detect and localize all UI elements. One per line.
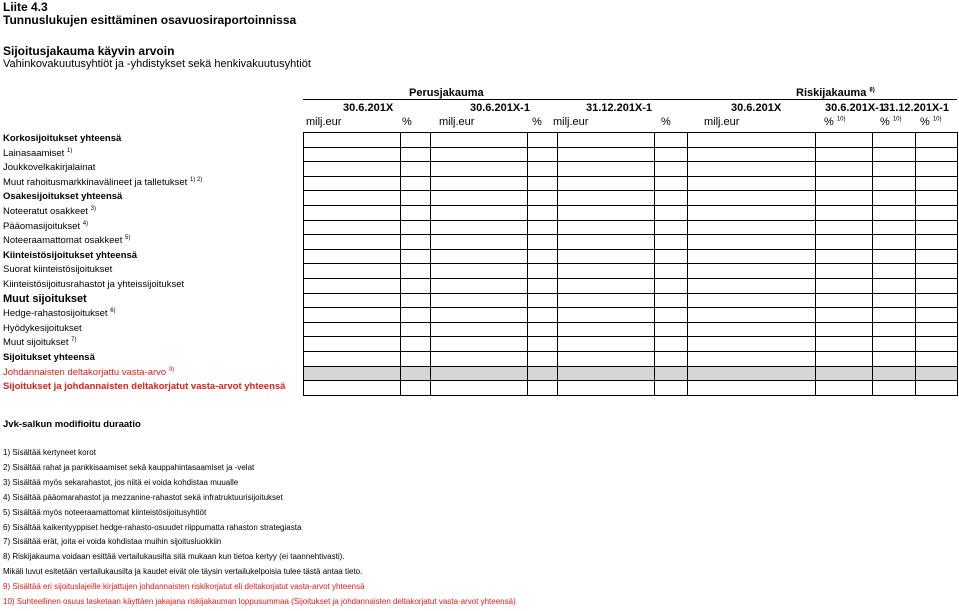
table-cell[interactable] xyxy=(527,263,558,279)
row-label: Hedge-rahastosijoitukset $^{6)}$ xyxy=(3,308,116,320)
table-cell[interactable] xyxy=(527,336,558,352)
table-cell[interactable] xyxy=(687,336,816,352)
table-cell[interactable] xyxy=(400,220,431,236)
table-cell[interactable] xyxy=(815,249,873,265)
table-cell[interactable] xyxy=(430,322,528,338)
table-cell[interactable] xyxy=(527,220,558,236)
table-cell[interactable] xyxy=(430,190,528,206)
table-cell[interactable] xyxy=(915,293,958,309)
table-cell[interactable] xyxy=(557,380,655,396)
attachment-label: Liite 4.3 xyxy=(3,0,48,14)
table-cell[interactable] xyxy=(915,147,958,163)
table-cell[interactable] xyxy=(303,366,401,382)
table-cell[interactable] xyxy=(687,176,816,192)
footnote: 5) Sisältää myös noteeraamattomat kiinteistösijoitusyhtiöt xyxy=(3,507,207,517)
table-cell[interactable] xyxy=(654,366,688,382)
table-cell[interactable] xyxy=(400,307,431,323)
table-cell[interactable] xyxy=(303,234,401,250)
table-cell[interactable] xyxy=(687,205,816,221)
table-cell[interactable] xyxy=(815,366,873,382)
table-cell[interactable] xyxy=(557,336,655,352)
table-cell[interactable] xyxy=(872,366,916,382)
table-cell[interactable] xyxy=(815,176,873,192)
table-cell[interactable] xyxy=(527,366,558,382)
date-header: 30.6.201X xyxy=(731,102,782,114)
table-cell[interactable] xyxy=(815,190,873,206)
table-cell[interactable] xyxy=(872,190,916,206)
table-cell[interactable] xyxy=(872,249,916,265)
table-cell[interactable] xyxy=(430,249,528,265)
table-cell[interactable] xyxy=(815,220,873,236)
table-cell[interactable] xyxy=(303,220,401,236)
table-cell[interactable] xyxy=(915,190,958,206)
unit-header: milj.eur xyxy=(704,116,740,128)
table-cell[interactable] xyxy=(815,161,873,177)
table-cell[interactable] xyxy=(527,380,558,396)
table-cell[interactable] xyxy=(400,336,431,352)
table-cell[interactable] xyxy=(303,132,401,148)
table-cell[interactable] xyxy=(815,380,873,396)
table-cell[interactable] xyxy=(872,234,916,250)
unit-header: % $^{10)}$ xyxy=(920,116,942,128)
footnote: 7) Sisältää erät, joita ei voida kohdistaa muihin sijoitusluokkiin xyxy=(3,537,222,547)
date-header: 31.12.201X-1 xyxy=(883,102,950,114)
row-label: Muut sijoitukset xyxy=(3,292,87,305)
table-cell[interactable] xyxy=(557,263,655,279)
table-cell[interactable] xyxy=(654,161,688,177)
table-cell[interactable] xyxy=(430,161,528,177)
table-cell[interactable] xyxy=(303,263,401,279)
table-cell[interactable] xyxy=(557,147,655,163)
footnote: 8) Riskijakauma voidaan esittää vertailukausilta sitä mukaan kun tietoa kertyy (ei taannehtivasti). xyxy=(3,552,345,562)
row-label: Noteeraamattomat osakkeet $^{5)}$ xyxy=(3,235,131,247)
table-cell[interactable] xyxy=(400,322,431,338)
table-cell[interactable] xyxy=(557,293,655,309)
table-cell[interactable] xyxy=(303,249,401,265)
table-cell[interactable] xyxy=(527,147,558,163)
table-cell[interactable] xyxy=(557,307,655,323)
table-cell[interactable] xyxy=(915,351,958,367)
table-cell[interactable] xyxy=(400,249,431,265)
table-cell[interactable] xyxy=(815,336,873,352)
table-cell[interactable] xyxy=(654,336,688,352)
footnote: 3) Sisältää myös sekarahastot, jos niitä ei voida kohdistaa muualle xyxy=(3,477,239,487)
table-cell[interactable] xyxy=(303,293,401,309)
unit-header: % $^{10)}$ xyxy=(824,116,846,128)
table-cell[interactable] xyxy=(815,351,873,367)
table-cell[interactable] xyxy=(915,234,958,250)
table-cell[interactable] xyxy=(815,147,873,163)
date-header: 30.6.201X-1 xyxy=(825,102,885,114)
footnote: 2) Sisältää rahat ja pankkisaamiset sekä kauppahintasaamiset ja -velat xyxy=(3,462,255,472)
table-cell[interactable] xyxy=(430,234,528,250)
footnote: 6) Sisältää kaikentyyppiset hedge-rahasto-osuudet riippumatta rahaston strategiasta xyxy=(3,522,302,532)
table-cell[interactable] xyxy=(687,366,816,382)
row-label: Lainasaamiset $^{1)}$ xyxy=(3,147,73,159)
table-cell[interactable] xyxy=(815,307,873,323)
table-cell[interactable] xyxy=(557,205,655,221)
table-cell[interactable] xyxy=(557,322,655,338)
table-cell[interactable] xyxy=(400,190,431,206)
unit-header: % xyxy=(402,116,412,128)
table-cell[interactable] xyxy=(654,249,688,265)
table-cell[interactable] xyxy=(430,366,528,382)
row-label: Noteeratut osakkeet $^{3)}$ xyxy=(3,205,97,217)
table-cell[interactable] xyxy=(654,263,688,279)
table-cell[interactable] xyxy=(654,205,688,221)
table-cell[interactable] xyxy=(654,293,688,309)
table-cell[interactable] xyxy=(303,278,401,294)
section-title: Sijoitusjakauma käyvin arvoin xyxy=(3,44,175,58)
table-cell[interactable] xyxy=(303,190,401,206)
table-cell[interactable] xyxy=(400,234,431,250)
table-cell[interactable] xyxy=(303,336,401,352)
table-cell[interactable] xyxy=(430,263,528,279)
table-cell[interactable] xyxy=(400,380,431,396)
footnote: 4) Sisältää pääomarahastot ja mezzanine-rahastot sekä infratruktuurisijoitukset xyxy=(3,492,283,502)
table-cell[interactable] xyxy=(654,190,688,206)
unit-header: % $^{10)}$ xyxy=(880,116,902,128)
row-label: Kiinteistösijoitukset yhteensä xyxy=(3,249,138,261)
table-cell[interactable] xyxy=(872,220,916,236)
table-cell[interactable] xyxy=(303,380,401,396)
table-cell[interactable] xyxy=(527,293,558,309)
table-cell[interactable] xyxy=(815,278,873,294)
table-cell[interactable] xyxy=(654,278,688,294)
table-cell[interactable] xyxy=(915,205,958,221)
table-cell[interactable] xyxy=(430,132,528,148)
table-cell[interactable] xyxy=(430,336,528,352)
table-cell[interactable] xyxy=(687,293,816,309)
table-cell[interactable] xyxy=(527,161,558,177)
table-cell[interactable] xyxy=(400,293,431,309)
table-cell[interactable] xyxy=(527,176,558,192)
table-cell[interactable] xyxy=(303,176,401,192)
table-cell[interactable] xyxy=(400,161,431,177)
table-cell[interactable] xyxy=(557,176,655,192)
table-cell[interactable] xyxy=(557,351,655,367)
table-cell[interactable] xyxy=(654,351,688,367)
table-cell[interactable] xyxy=(687,322,816,338)
table-cell[interactable] xyxy=(430,351,528,367)
row-label: Osakesijoitukset yhteensä xyxy=(3,191,123,203)
table-cell[interactable] xyxy=(527,307,558,323)
table-cell[interactable] xyxy=(815,205,873,221)
table-cell[interactable] xyxy=(872,351,916,367)
table-cell[interactable] xyxy=(430,293,528,309)
row-label: Johdannaisten deltakorjattu vasta-arvo $^{9)}$ xyxy=(3,366,175,378)
table-cell[interactable] xyxy=(872,322,916,338)
header-divider xyxy=(303,99,957,100)
table-cell[interactable] xyxy=(400,263,431,279)
table-cell[interactable] xyxy=(687,307,816,323)
table-cell[interactable] xyxy=(303,161,401,177)
table-cell[interactable] xyxy=(872,278,916,294)
table-cell[interactable] xyxy=(430,307,528,323)
table-cell[interactable] xyxy=(915,336,958,352)
table-cell[interactable] xyxy=(815,234,873,250)
table-cell[interactable] xyxy=(915,263,958,279)
unit-header: % xyxy=(532,116,542,128)
table-cell[interactable] xyxy=(687,161,816,177)
table-cell[interactable] xyxy=(654,132,688,148)
table-cell[interactable] xyxy=(654,220,688,236)
table-cell[interactable] xyxy=(527,234,558,250)
table-cell[interactable] xyxy=(687,132,816,148)
date-header: 30.6.201X xyxy=(343,102,394,114)
table-cell[interactable] xyxy=(687,351,816,367)
table-cell[interactable] xyxy=(815,322,873,338)
table-cell[interactable] xyxy=(872,147,916,163)
table-cell[interactable] xyxy=(872,176,916,192)
row-label: Muut sijoitukset $^{7)}$ xyxy=(3,337,77,349)
table-cell[interactable] xyxy=(400,351,431,367)
footnote: 10) Suhteellinen osuus lasketaan käyttäen jakajana riskijakauman loppusummaa (Sijoitukset ja johdannaisten deltakorjatut vasta-arvot yhteensä) xyxy=(3,597,516,606)
table-cell[interactable] xyxy=(654,176,688,192)
row-label: Pääomasijoitukset $^{4)}$ xyxy=(3,220,89,232)
table-cell[interactable] xyxy=(915,132,958,148)
table-cell[interactable] xyxy=(527,190,558,206)
table-cell[interactable] xyxy=(654,322,688,338)
row-label: Korkosijoitukset yhteensä xyxy=(3,133,122,144)
table-cell[interactable] xyxy=(430,147,528,163)
table-cell[interactable] xyxy=(303,147,401,163)
table-cell[interactable] xyxy=(654,234,688,250)
unit-header: milj.eur xyxy=(553,116,589,128)
group-header-risk: Riskijakauma $^{8)}$ xyxy=(796,87,875,99)
table-cell[interactable] xyxy=(430,205,528,221)
table-cell[interactable] xyxy=(915,278,958,294)
table-cell[interactable] xyxy=(872,336,916,352)
table-cell[interactable] xyxy=(872,293,916,309)
section-subtitle: Vahinkovakuutusyhtiöt ja -yhdistykset sekä henkivakuutusyhtiöt xyxy=(3,58,311,70)
unit-header: milj.eur xyxy=(439,116,475,128)
duration-label: Jvk-salkun modifioitu duraatio xyxy=(3,419,141,430)
table-cell[interactable] xyxy=(557,249,655,265)
row-label: Joukkovelkakirjalainat xyxy=(3,162,96,174)
table-cell[interactable] xyxy=(872,205,916,221)
table-cell[interactable] xyxy=(557,234,655,250)
table-cell[interactable] xyxy=(687,234,816,250)
row-label: Sijoitukset yhteensä xyxy=(3,352,95,363)
table-cell[interactable] xyxy=(654,147,688,163)
table-cell[interactable] xyxy=(915,380,958,396)
table-cell[interactable] xyxy=(872,263,916,279)
table-cell[interactable] xyxy=(430,380,528,396)
table-cell[interactable] xyxy=(303,307,401,323)
table-cell[interactable] xyxy=(400,176,431,192)
table-cell[interactable] xyxy=(527,132,558,148)
table-cell[interactable] xyxy=(915,220,958,236)
date-header: 31.12.201X-1 xyxy=(586,102,653,114)
date-header: 30.6.201X-1 xyxy=(470,102,530,114)
row-label: Hyödykesijoitukset xyxy=(3,322,82,334)
table-cell[interactable] xyxy=(815,293,873,309)
table-cell[interactable] xyxy=(527,351,558,367)
table-cell[interactable] xyxy=(654,307,688,323)
row-label: Suorat kiinteistösijoitukset xyxy=(3,264,113,276)
table-cell[interactable] xyxy=(915,366,958,382)
table-cell[interactable] xyxy=(527,205,558,221)
table-cell[interactable] xyxy=(557,366,655,382)
table-cell[interactable] xyxy=(687,249,816,265)
table-cell[interactable] xyxy=(557,220,655,236)
table-cell[interactable] xyxy=(687,278,816,294)
table-cell[interactable] xyxy=(687,220,816,236)
table-cell[interactable] xyxy=(400,132,431,148)
table-cell[interactable] xyxy=(430,278,528,294)
table-cell[interactable] xyxy=(815,263,873,279)
table-cell[interactable] xyxy=(915,161,958,177)
table-cell[interactable] xyxy=(687,147,816,163)
group-header-basic: Perusjakauma xyxy=(409,87,484,99)
table-cell[interactable] xyxy=(557,190,655,206)
table-cell[interactable] xyxy=(400,147,431,163)
table-cell[interactable] xyxy=(400,278,431,294)
table-cell[interactable] xyxy=(872,307,916,323)
table-cell[interactable] xyxy=(557,278,655,294)
footnote: Mikäli luvut esitetään vertailukausilta ja kaudet eivät ole täysin vertailukelpoisia tulee tästä antaa tieto. xyxy=(3,567,363,577)
row-label: Sijoitukset ja johdannaisten deltakorjatut vasta-arvot yhteensä xyxy=(3,381,286,393)
table-cell[interactable] xyxy=(430,176,528,192)
table-cell[interactable] xyxy=(430,220,528,236)
page-title: Tunnuslukujen esittäminen osavuosiraportoinnissa xyxy=(3,13,297,27)
table-cell[interactable] xyxy=(527,249,558,265)
table-cell[interactable] xyxy=(915,176,958,192)
table-cell[interactable] xyxy=(303,351,401,367)
unit-header: % xyxy=(661,116,671,128)
table-cell[interactable] xyxy=(872,380,916,396)
table-cell[interactable] xyxy=(654,380,688,396)
table-cell[interactable] xyxy=(815,132,873,148)
table-cell[interactable] xyxy=(915,322,958,338)
footnote: 9) Sisältää eri sijoituslajeille kirjattujen johdannaisten riskikorjatut eli deltakorjatut vasta-arvot yhteensä xyxy=(3,582,365,592)
table-cell[interactable] xyxy=(527,278,558,294)
footnote: 1) Sisältää kertyneet korot xyxy=(3,448,96,457)
unit-header: milj.eur xyxy=(306,116,342,128)
table-cell[interactable] xyxy=(303,322,401,338)
table-cell[interactable] xyxy=(687,380,816,396)
table-cell[interactable] xyxy=(915,307,958,323)
table-cell[interactable] xyxy=(687,263,816,279)
table-cell[interactable] xyxy=(400,205,431,221)
row-label: Kiinteistösijoitusrahastot ja yhteissijoitukset xyxy=(3,279,185,290)
table-cell[interactable] xyxy=(557,161,655,177)
table-cell[interactable] xyxy=(915,249,958,265)
table-cell[interactable] xyxy=(557,132,655,148)
table-cell[interactable] xyxy=(687,190,816,206)
table-cell[interactable] xyxy=(872,161,916,177)
table-cell[interactable] xyxy=(872,132,916,148)
row-label: Muut rahoitusmarkkinavälineet ja talletukset $^{1) 2)}$ xyxy=(3,176,203,188)
table-cell[interactable] xyxy=(400,366,431,382)
table-cell[interactable] xyxy=(303,205,401,221)
table-cell[interactable] xyxy=(527,322,558,338)
